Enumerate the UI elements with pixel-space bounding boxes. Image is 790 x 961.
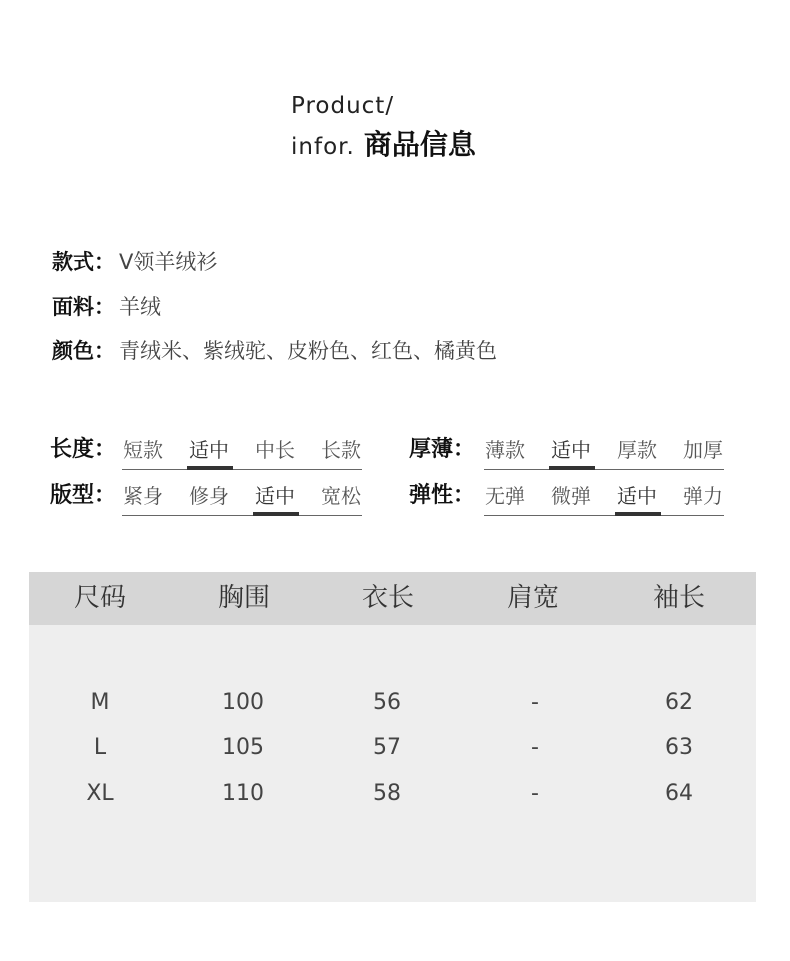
attr-elastic-selected-bar: [615, 512, 661, 516]
attr-elastic-option: 微弹: [551, 484, 591, 508]
attr-elastic-option: 弹力: [683, 484, 723, 508]
size-table-cell: 105: [222, 735, 264, 760]
attr-elastic: [409, 481, 729, 517]
attr-fit-option: 修身: [189, 484, 229, 508]
info-color-row: [52, 337, 497, 365]
size-table-cell: -: [531, 781, 539, 806]
attr-length-option: 短款: [123, 438, 163, 462]
attr-elastic-option-selected: 适中: [617, 484, 657, 508]
size-table-cell: 56: [373, 690, 401, 715]
info-style-value: V领羊绒衫: [119, 250, 218, 274]
attr-length-label: 长度：: [50, 437, 117, 462]
size-table-header-cell: 袖长: [652, 583, 705, 613]
attr-thickness: [409, 435, 729, 471]
size-table-header-cell: 肩宽: [506, 583, 559, 613]
size-table-cell: 58: [373, 781, 401, 806]
title-english-line2: infor.: [291, 134, 355, 160]
size-table-cell: -: [531, 735, 539, 760]
attr-fit-option: 宽松: [321, 484, 361, 508]
attr-thickness-selected-bar: [549, 466, 595, 470]
attr-fit-option: 紧身: [123, 484, 163, 508]
info-fabric-row: [52, 293, 161, 321]
title-english-line1: Product/: [291, 93, 395, 119]
attr-length-option: 中长: [255, 438, 295, 462]
attr-length-selected-bar: [187, 466, 233, 470]
info-fabric-label: 面料：: [52, 295, 115, 319]
attr-fit: [50, 481, 370, 517]
size-table-header: [29, 572, 756, 625]
attr-length-option: 长款: [321, 438, 361, 462]
attr-length: [50, 435, 370, 471]
size-table-cell: XL: [86, 781, 114, 806]
size-table-header-cell: 尺码: [73, 583, 126, 613]
attr-thickness-option: 加厚: [683, 438, 723, 462]
size-table-header-cell: 衣长: [361, 583, 414, 613]
size-table-cell: 110: [222, 781, 264, 806]
size-table-header-cell: 胸围: [217, 583, 270, 613]
size-table-body: [29, 625, 756, 902]
size-table-cell: 62: [665, 690, 693, 715]
title-chinese: 商品信息: [363, 128, 476, 161]
size-table-cell: 64: [665, 781, 693, 806]
size-table-cell: L: [93, 735, 107, 760]
info-style-row: [52, 248, 217, 276]
attr-fit-label: 版型：: [50, 483, 117, 508]
size-table-cell: -: [531, 690, 539, 715]
attr-thickness-option-selected: 适中: [551, 438, 591, 462]
size-table-cell: 100: [222, 690, 264, 715]
info-color-value: 青绒米、紫绒驼、皮粉色、红色、橘黄色: [119, 339, 497, 363]
attr-length-option-selected: 适中: [189, 438, 229, 462]
info-color-label: 颜色：: [52, 339, 115, 363]
attr-thickness-option: 厚款: [617, 438, 657, 462]
attr-elastic-option: 无弹: [485, 484, 525, 508]
attr-thickness-label: 厚薄：: [409, 437, 476, 462]
info-fabric-value: 羊绒: [119, 295, 161, 319]
title-line2: [291, 128, 476, 166]
attr-thickness-option: 薄款: [485, 438, 525, 462]
attr-fit-option-selected: 适中: [255, 484, 295, 508]
attr-elastic-label: 弹性：: [409, 483, 476, 508]
attr-fit-selected-bar: [253, 512, 299, 516]
info-style-label: 款式：: [52, 250, 115, 274]
size-table-cell: 57: [373, 735, 401, 760]
size-table-cell: 63: [665, 735, 693, 760]
size-table-cell: M: [90, 690, 110, 715]
